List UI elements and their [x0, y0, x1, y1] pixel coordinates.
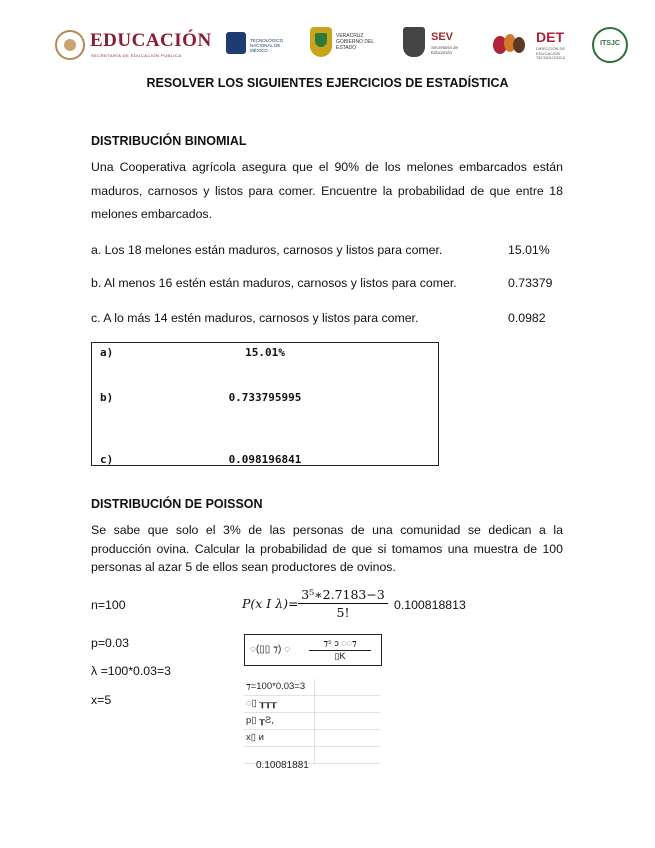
poisson-formula: [242, 587, 392, 625]
results-label-b: b): [100, 391, 114, 404]
results-label-c: c): [100, 453, 114, 466]
results-value-a: 15.01%: [245, 346, 285, 359]
sheet-result: 0.10081881: [256, 760, 309, 771]
sheet-formula-box: [244, 634, 382, 666]
spreadsheet-snapshot: [244, 634, 382, 774]
given-x: x=5: [91, 693, 112, 707]
itsjc-logo-name: ITSJC: [600, 40, 620, 47]
results-label-a: a): [100, 346, 114, 359]
tecnm-logo-text: TECNOLÓGICO NACIONAL DE MÉXICO: [250, 38, 284, 53]
sheet-row: [244, 730, 380, 747]
formula-denominator: 5!: [336, 605, 350, 620]
veracruz-logo: [310, 27, 376, 59]
binomial-answer-b: 0.73379: [508, 276, 553, 290]
page-title: RESOLVER LOS SIGUIENTES EJERCICIOS DE ESTADÍSTICA: [146, 76, 509, 90]
veracruz-logo-text: VERACRUZ GOBIERNO DEL ESTADO: [336, 33, 374, 51]
det-leaves-icon: [492, 31, 526, 57]
eagle-emblem-icon: [55, 30, 85, 60]
itsjc-logo: [592, 27, 628, 63]
sheet-row: [244, 696, 380, 713]
sev-logo-subtitle: Secretaría de Educación: [431, 45, 459, 55]
sheet-formula-denominator: ▯K: [334, 651, 346, 661]
sheet-grid: [244, 679, 380, 764]
results-value-c: 0.098196841: [228, 453, 302, 466]
veracruz-shield-icon: [310, 27, 332, 57]
sev-shield-icon: [403, 27, 425, 57]
educacion-logo: [55, 28, 212, 62]
det-logo: [492, 27, 572, 61]
given-lambda: λ =100*0.03=3: [91, 664, 172, 678]
binomial-answer-a: 15.01%: [508, 243, 550, 257]
sheet-row: [244, 713, 380, 730]
binomial-item-c: c. A lo más 14 estén maduros, carnosos y listos para comer.: [91, 311, 419, 325]
poisson-heading: DISTRIBUCIÓN DE POISSON: [91, 497, 263, 511]
det-logo-subtitle: DIRECCIÓN DE EDUCACIÓN TECNOLÓGICA: [536, 46, 566, 60]
sheet-formula-numerator: ⁊⁵ ↄ ◌◌⁊: [309, 638, 371, 651]
given-p: p=0.03: [91, 636, 129, 650]
educacion-logo-name: EDUCACIÓN: [90, 30, 212, 51]
sheet-formula-lhs: ◌(▯▯ ⁊) ◌: [250, 644, 291, 655]
formula-numerator: 3⁵∗2.7183−3: [298, 587, 388, 604]
binomial-statement: Una Cooperativa agrícola asegura que el 90% de los melones embarcados están maduros, carnosos y listos para comer. Encuentre la probabilidad de que entre 18 melones embarcados.: [91, 160, 563, 221]
sheet-cell: x▯ и: [246, 732, 264, 743]
sev-logo: [403, 27, 465, 59]
tecnm-mark-icon: [226, 32, 246, 54]
given-n: n=100: [91, 598, 126, 612]
sheet-cell: p▯ ┰Ƨ,: [246, 715, 274, 726]
poisson-statement: Se sabe que solo el 3% de las personas de una comunidad se dedican a la producción ovina. Calcular la probabilidad de que si tomamos una muestra de 100 personas al azar 5 de ellos sean productores de ovinos.: [91, 523, 563, 574]
det-logo-name: DET: [536, 29, 564, 45]
sheet-cell: ⁊=100*0.03=3: [246, 681, 306, 692]
results-value-b: 0.733795995: [228, 391, 302, 404]
educacion-logo-subtitle: SECRETARÍA DE EDUCACIÓN PÚBLICA: [91, 53, 182, 58]
formula-lhs: P(x I λ)=: [242, 596, 299, 611]
sheet-cell: ◌▯ ┰┰┰: [246, 698, 277, 709]
binomial-results-table: [91, 342, 439, 466]
formula-fraction: [298, 587, 388, 620]
binomial-item-a: a. Los 18 melones están maduros, carnosos y listos para comer.: [91, 243, 443, 257]
binomial-item-b: b. Al menos 16 estén están maduros, carnosos y listos para comer.: [91, 276, 457, 290]
binomial-heading: DISTRIBUCIÓN BINOMIAL: [91, 134, 247, 148]
sheet-row: [244, 679, 380, 696]
tecnm-logo: [226, 30, 288, 56]
sev-logo-name: SEV: [431, 31, 454, 43]
formula-result: 0.100818813: [394, 598, 466, 612]
binomial-answer-c: 0.0982: [508, 311, 546, 325]
sheet-formula-fraction: [309, 638, 371, 662]
